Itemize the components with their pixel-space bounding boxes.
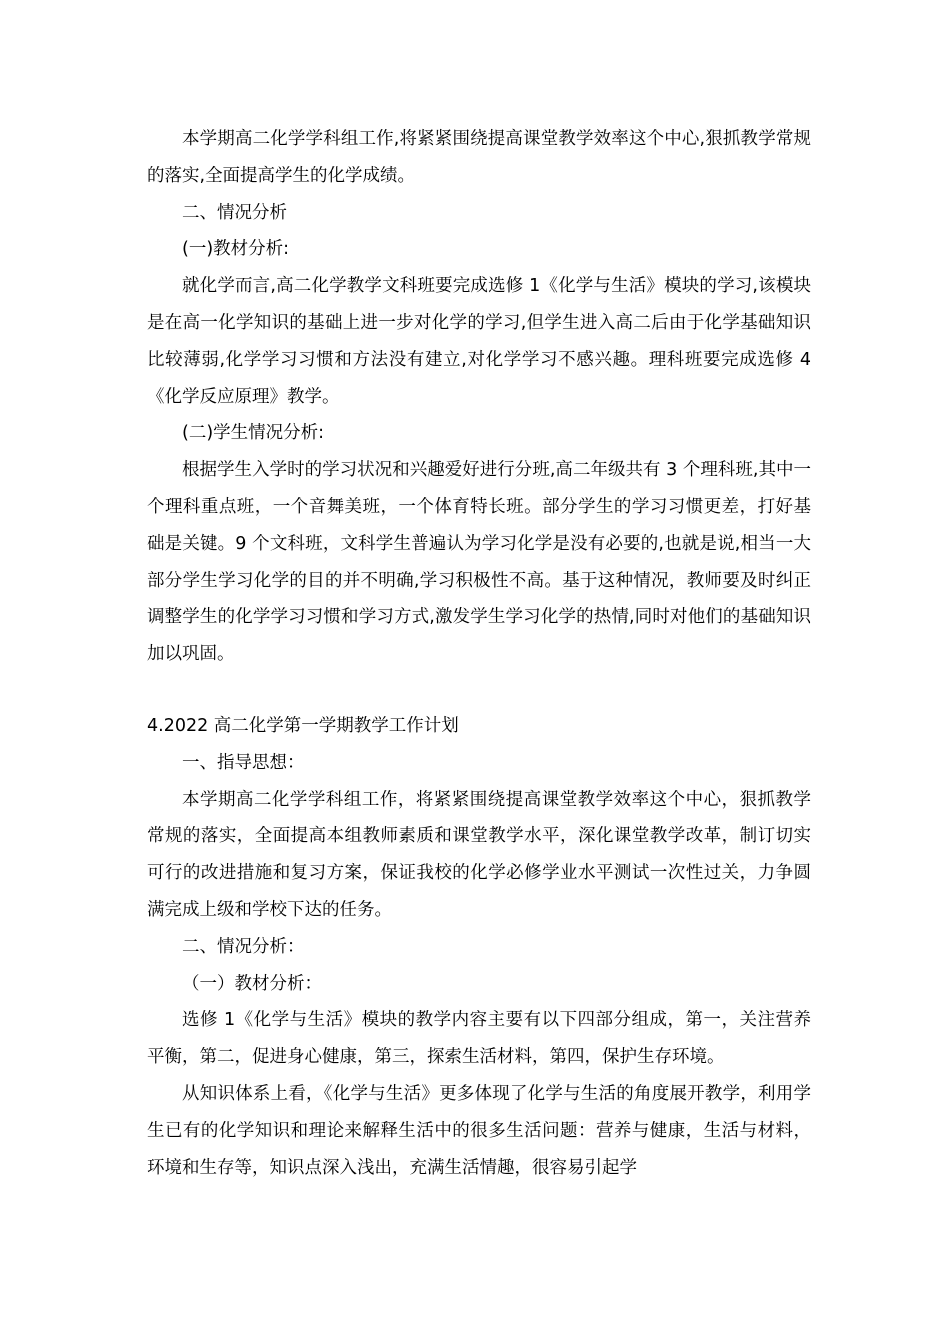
section1-paragraph-intro: 本学期高二化学学科组工作,将紧紧围绕提高课堂教学效率这个中心,狠抓教学常规的落实,全面提高学生的化学成绩。 — [147, 129, 811, 186]
section1-paragraph-students: 根据学生入学时的学习状况和兴趣爱好进行分班,高二年级共有 3 个理科班,其中一个理科重点班，一个音舞美班，一个体育特长班。部分学生的学习习惯更差，打好基础是关键。9 个文科班，文科学生普遍认为学习化学是没有必要的,也就是说,相当一大部分学生学习化学的目的并不明确,学习积极性不高。基于这种情况，教师要及时纠正调整学生的化学学习习惯和学习方式,激发学生学习化学的热情,同时对他们的基础知识加以巩固。 — [147, 460, 811, 665]
section1-heading-students: (二)学生情况分析: — [182, 423, 325, 444]
section1 — [147, 121, 811, 673]
section1-paragraph-textbook: 就化学而言,高二化学教学文科班要完成选修 1《化学与生活》模块的学习,该模块是在高一化学知识的基础上进一步对化学的学习,但学生进入高二后由于化学基础知识比较薄弱,化学学习习惯和方法没有建立,对化学学习不感兴趣。理科班要完成选修 4《化学反应原理》教学。 — [147, 276, 811, 407]
section2-heading-analysis: 二、情况分析： — [182, 936, 305, 957]
section2-title: 4.2022 高二化学第一学期教学工作计划 — [147, 716, 459, 736]
section2-heading-textbook: （一）教材分析： — [182, 973, 322, 994]
section2-paragraph-content: 选修 1《化学与生活》模块的教学内容主要有以下四部分组成，第一，关注营养平衡，第二，促进身心健康，第三，探索生活材料，第四，保护生存环境。 — [147, 1010, 811, 1068]
section1-heading-textbook: (一)教材分析: — [182, 239, 290, 260]
section2-paragraph-system: 从知识体系上看，《化学与生活》更多体现了化学与生活的角度展开教学，利用学生已有的化学知识和理论来解释生活中的很多生活问题：营养与健康，生活与材料，环境和生存等，知识点深入浅出，充满生活情趣，很容易引起学 — [147, 1083, 811, 1178]
section2-paragraph-guiding: 本学期高二化学学科组工作，将紧紧围绕提高课堂教学效率这个中心，狠抓教学常规的落实，全面提高本组教师素质和课堂教学水平，深化课堂教学改革，制订切实可行的改进措施和复习方案，保证我校的化学必修学业水平测试一次性过关，力争圆满完成上级和学校下达的任务。 — [147, 789, 811, 920]
section2-heading-guiding: 一、指导思想： — [182, 752, 305, 773]
section1-heading-analysis: 二、情况分析 — [182, 202, 287, 223]
section2 — [147, 708, 811, 1186]
